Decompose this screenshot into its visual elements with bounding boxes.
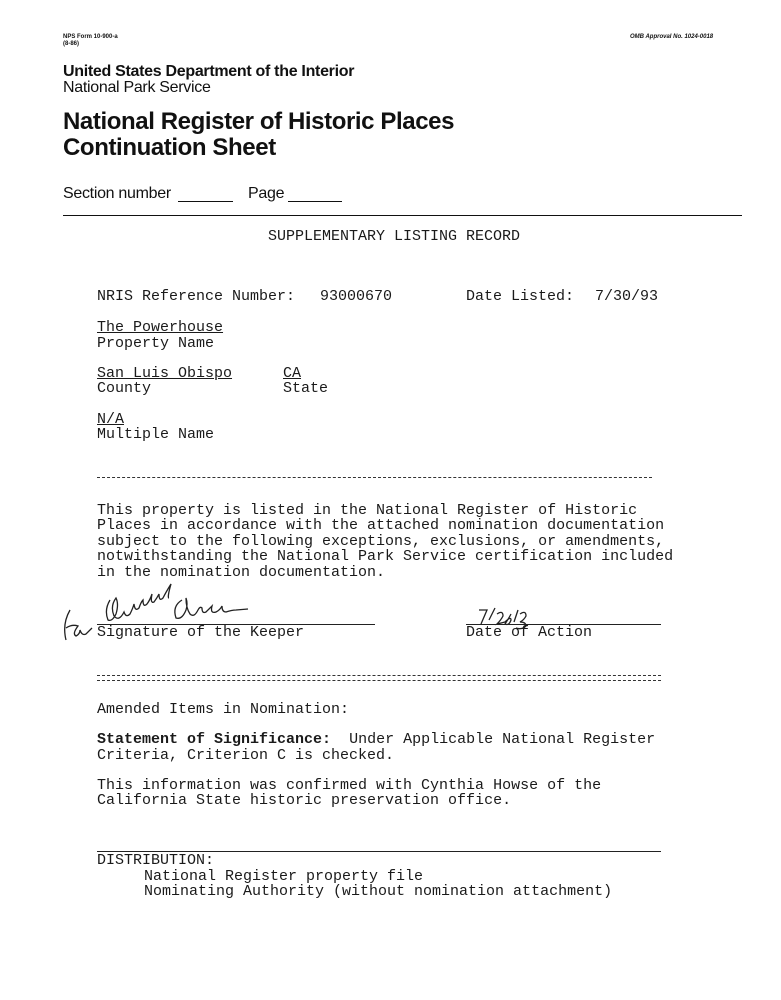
significance-label: Statement of Significance: <box>97 731 332 748</box>
statement-line: in the nomination documentation. <box>97 563 386 581</box>
agency-name: National Park Service <box>63 79 211 96</box>
page-subtitle: Continuation Sheet <box>63 134 276 161</box>
confirmation-line: California State historic preservation office. <box>97 792 512 809</box>
county-label: County <box>97 380 152 397</box>
confirmation-line: This information was confirmed with Cynthia Howse of the <box>97 777 602 794</box>
omb-approval: OMB Approval No. 1024-0018 <box>630 34 714 40</box>
property-name-label: Property Name <box>97 335 215 352</box>
form-revision: (8-86) <box>63 41 80 47</box>
statement-line: notwithstanding the National Park Service certification included <box>97 548 674 565</box>
nris-value: 93000670 <box>320 288 393 305</box>
state-value: CA <box>283 365 302 382</box>
form-number: NPS Form 10-900-a <box>63 34 118 40</box>
page-label: Page <box>248 185 285 202</box>
date-of-action-label: Date of Action <box>466 624 593 641</box>
section-number-label: Section number <box>63 185 171 202</box>
record-heading: SUPPLEMENTARY LISTING RECORD <box>268 228 521 245</box>
amended-items-heading: Amended Items in Nomination: <box>97 701 350 718</box>
significance-text: Under Applicable National Register <box>349 731 656 748</box>
distribution-item: Nominating Authority (without nomination attachment) <box>144 883 613 900</box>
multiple-name-value: N/A <box>97 411 125 428</box>
property-name-value: The Powerhouse <box>97 319 224 336</box>
nris-label: NRIS Reference Number: <box>97 288 296 305</box>
distribution-item: National Register property file <box>144 868 424 885</box>
county-value: San Luis Obispo <box>97 365 233 382</box>
significance-text-cont: Criteria, Criterion C is checked. <box>97 747 395 764</box>
signature-label: Signature of the Keeper <box>97 624 305 641</box>
page-title: National Register of Historic Places <box>63 108 455 135</box>
statement-line: subject to the following exceptions, exclusions, or amendments, <box>97 532 665 550</box>
multiple-name-label: Multiple Name <box>97 426 215 443</box>
statement-line: Places in accordance with the attached nomination documentation <box>97 517 665 534</box>
significance-block <box>97 732 655 748</box>
distribution-heading: DISTRIBUTION: <box>97 852 215 869</box>
state-label: State <box>283 380 329 397</box>
date-listed-label: Date Listed: <box>466 288 575 305</box>
date-listed-value: 7/30/93 <box>595 288 659 305</box>
department-name: United States Department of the Interior <box>63 63 355 80</box>
statement-line: This property is listed in the National Register of Historic <box>97 501 638 519</box>
double-dashed-divider <box>97 675 661 681</box>
